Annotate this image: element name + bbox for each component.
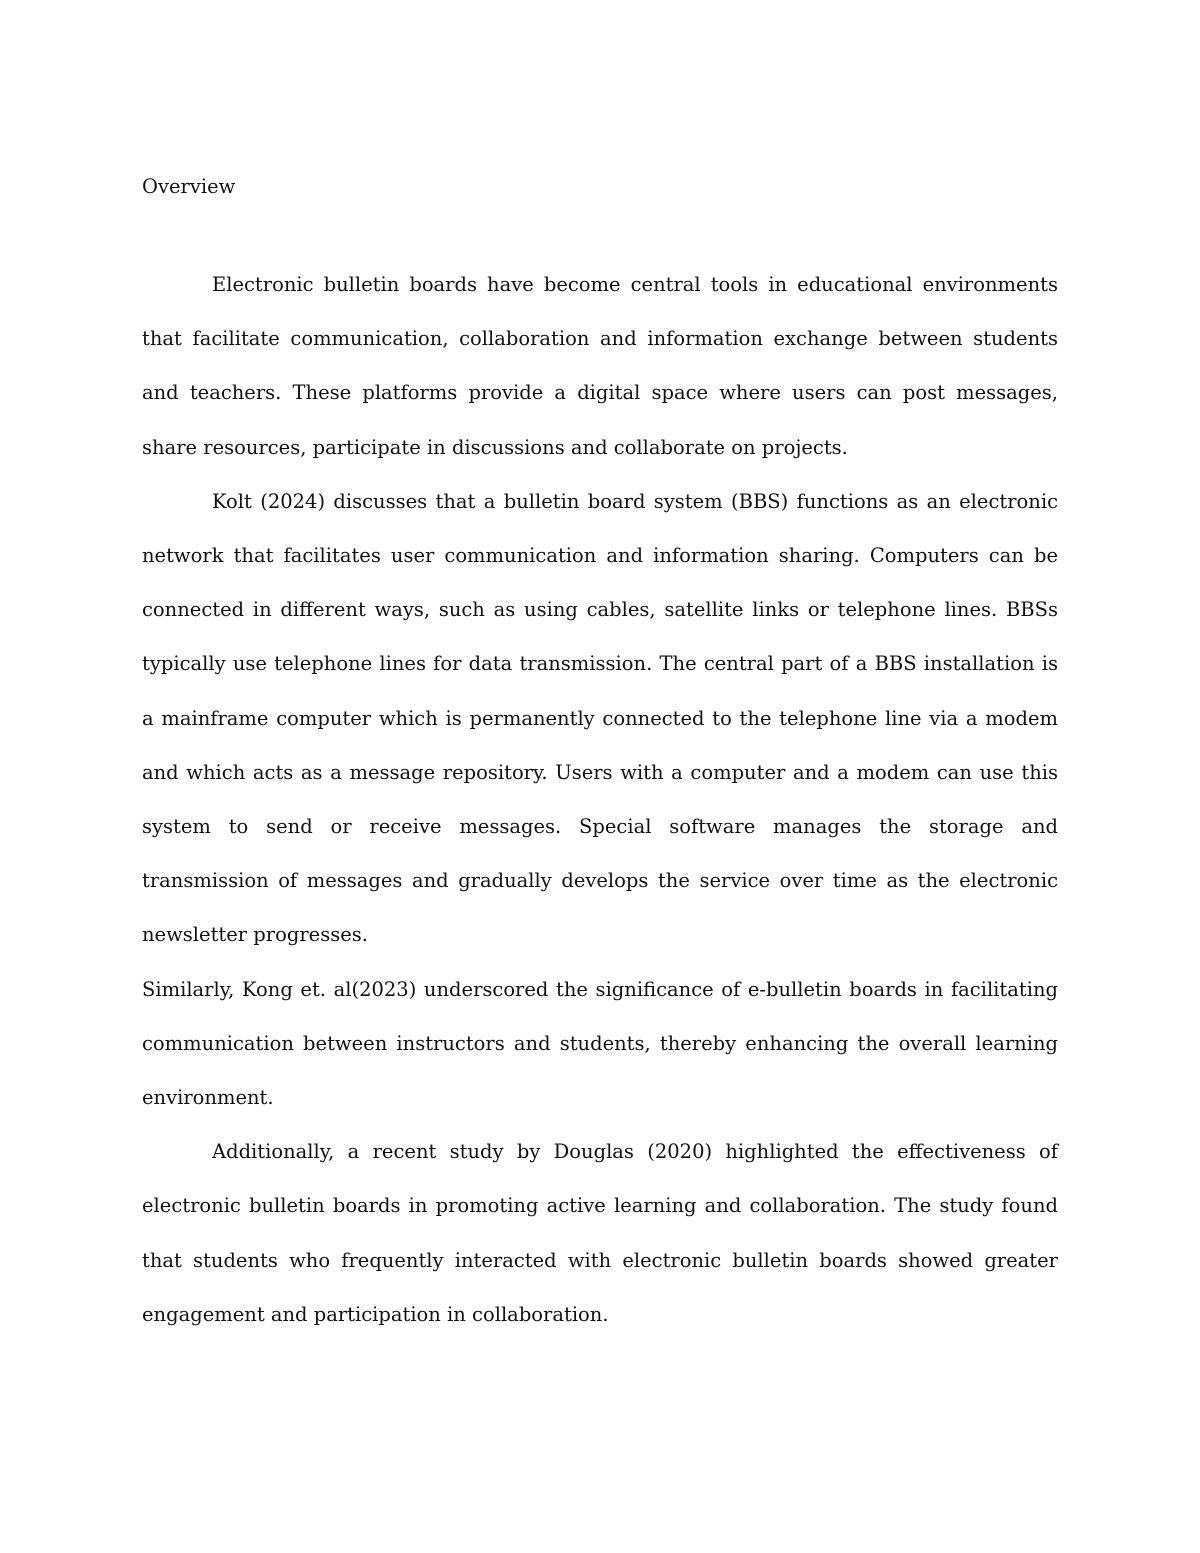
paragraph-douglas: Additionally, a recent study by Douglas (2020) highlighted the effectiveness of electronic bulletin boards in promoting active learning and collaboration. The study found that students who frequently interacted with electronic bulletin boards showed greater engagement and participation in collaboration. bbox=[142, 1140, 1058, 1326]
paragraph-kong: Similarly, Kong et. al(2023) underscored the significance of e-bulletin boards in facilitating communication between instructors and students, thereby enhancing the overall learning environment. bbox=[142, 977, 1058, 1110]
paragraph-intro: Electronic bulletin boards have become central tools in educational environments that facilitate communication, collaboration and information exchange between students and teachers. These platforms provide a digital space where users can post messages, share resources, participate in discussions and collaborate on projects. bbox=[142, 273, 1058, 459]
paragraph-kolt: Kolt (2024) discusses that a bulletin board system (BBS) functions as an electronic network that facilitates user communication and information sharing. Computers can be connected in different ways, such as using cables, satellite links or telephone lines. BBSs typically use telephone lines for data transmission. The central part of a BBS installation is a mainframe computer which is permanently connected to the telephone line via a modem and which acts as a message repository. Users with a computer and a modem can use this system to send or receive messages. Special software manages the storage and transmission of messages and gradually develops the service over time as the electronic newsletter progresses. bbox=[142, 489, 1058, 947]
document-body bbox=[142, 170, 1058, 1342]
section-heading: Overview bbox=[142, 175, 236, 198]
